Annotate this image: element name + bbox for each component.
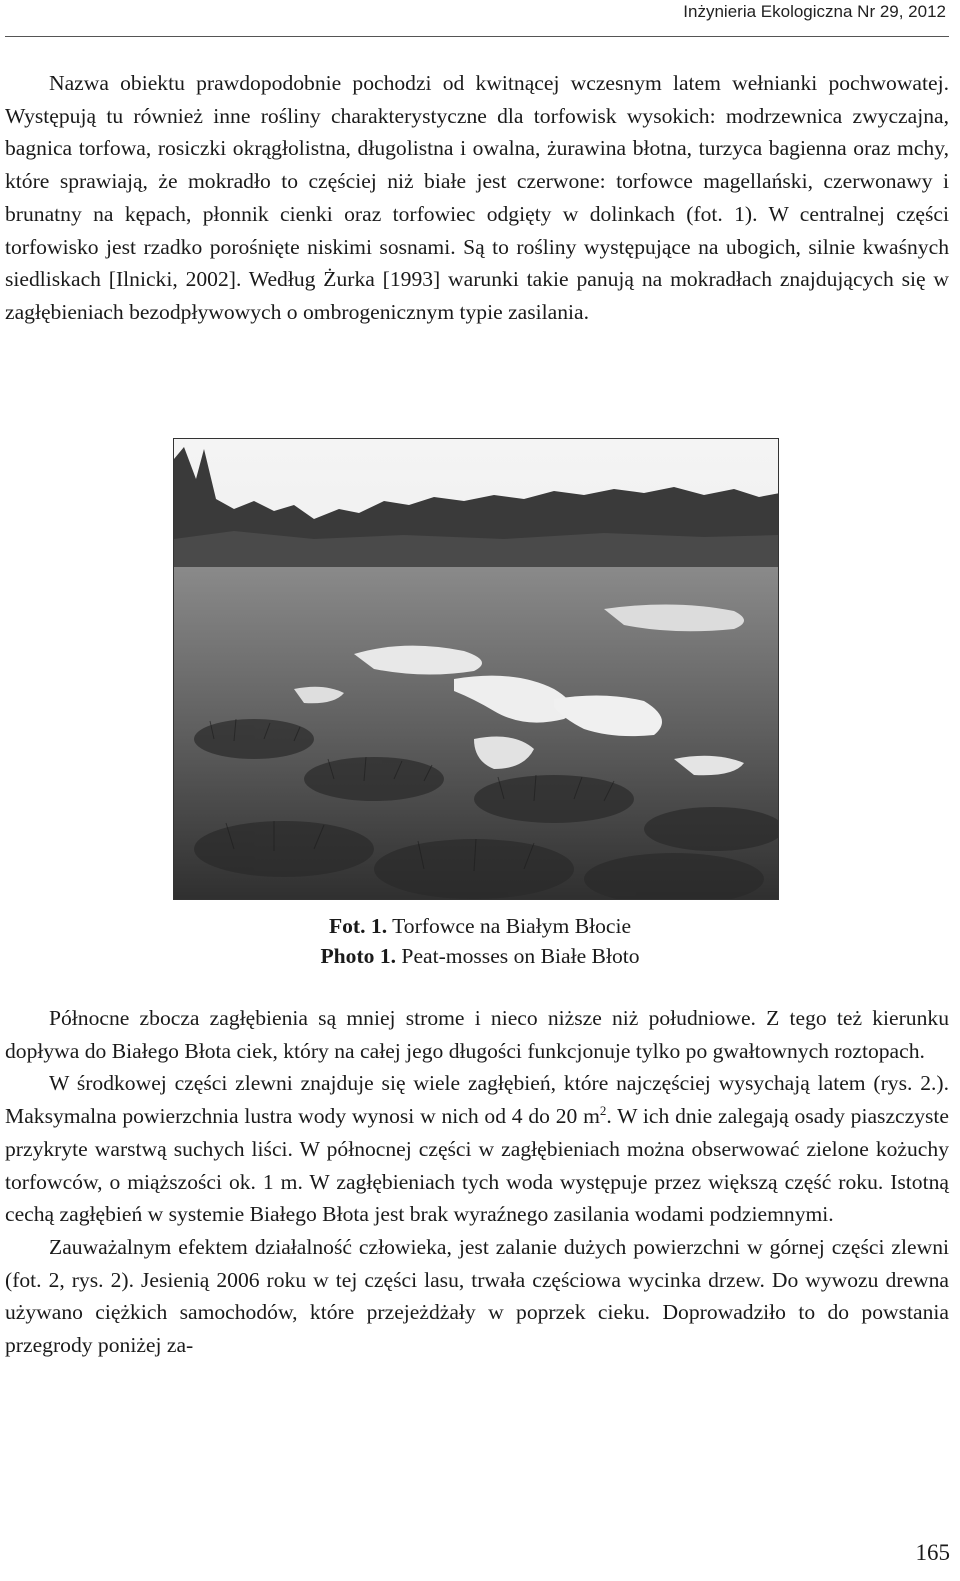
paragraph-intro: Nazwa obiektu prawdopodobnie pochodzi od kwitnącej wczesnym latem wełnianki pochwowatej. Występują tu również inne rośliny charakterystyczne dla torfowisk wysokich: modrzewnica zwyczajna, bagnica torfowa, rosiczki okrągłolistna, długolistna i owalna, żurawina błotna, turzyca bagienna oraz mchy, które sprawiają, że mokradło to częściej niż białe jest czerwone: torfowce magellański, czerwonawy i brunatny na kępach, płonnik cienki oraz torfowiec odgięty w dolinkach (fot. 1). W centralnej części torfowisko jest rzadko porośnięte niskimi sosnami. Są to rośliny występujące na ubogich, silnie kwaśnych siedliskach [Ilnicki, 2002]. Według Żurka [1993] warunki takie panują na mokradłach znajdujących się w zagłębieniach bezodpływowych o ombrogenicznym typie zasilania.	[5, 71, 949, 324]
caption-pl-text: Torfowce na Białym Błocie	[387, 914, 632, 938]
paragraph-2: Północne zbocza zagłębienia są mniej strome i nieco niższe niż południowe. Z tego też kierunku dopływa do Białego Błota ciek, który na całej jego długości funkcjonuje tylko po gwałtownych roztopach.	[5, 1006, 949, 1063]
paragraph-3	[5, 1067, 949, 1231]
text-block-top	[5, 67, 949, 329]
text-block-bottom	[5, 1002, 949, 1362]
figure-caption-en	[0, 941, 960, 971]
figure-caption-pl	[0, 911, 960, 941]
page-number: 165	[915, 1540, 950, 1565]
superscript-2: 2	[599, 1102, 607, 1118]
paragraph-3-part1: W środkowej części zlewni znajduje się wiele zagłębień, które najczęściej wysychają latem (rys. 2.). Maksymalna powierzchnia lustra wody wynosi w nich od 4 do 20 m	[5, 1071, 949, 1129]
caption-en-text: Peat-mosses on Białe Błoto	[396, 944, 640, 968]
running-header: Inżynieria Ekologiczna Nr 29, 2012	[683, 2, 946, 21]
peat-bog-photo	[173, 438, 779, 900]
paragraph-4: Zauważalnym efektem działalność człowieka, jest zalanie dużych powierzchni w górnej części zlewni (fot. 2, rys. 2). Jesienią 2006 roku w tej części lasu, trwała częściowa wycinka drzew. Do wywozu drewna używano ciężkich samochodów, które przejeżdżały w poprzek cieku. Doprowadziło to do powstania przegrody poniżej za-	[5, 1234, 949, 1358]
caption-en-label: Photo 1.	[320, 944, 397, 968]
header-rule	[5, 36, 949, 37]
caption-pl-label: Fot. 1.	[328, 914, 388, 938]
paragraph-3-part2: . W ich dnie zalegają osady piaszczyste przykryte warstwą suchych liści. W północnej części w zagłębieniach można obserwować zielone kożuchy torfowców, o miąższości ok. 1 m. W zagłębieniach tych woda występuje przez większą część roku. Istotną cechą zagłębień w systemie Białego Błota jest brak wyraźnego zasilania wodami podziemnymi.	[5, 1104, 949, 1227]
